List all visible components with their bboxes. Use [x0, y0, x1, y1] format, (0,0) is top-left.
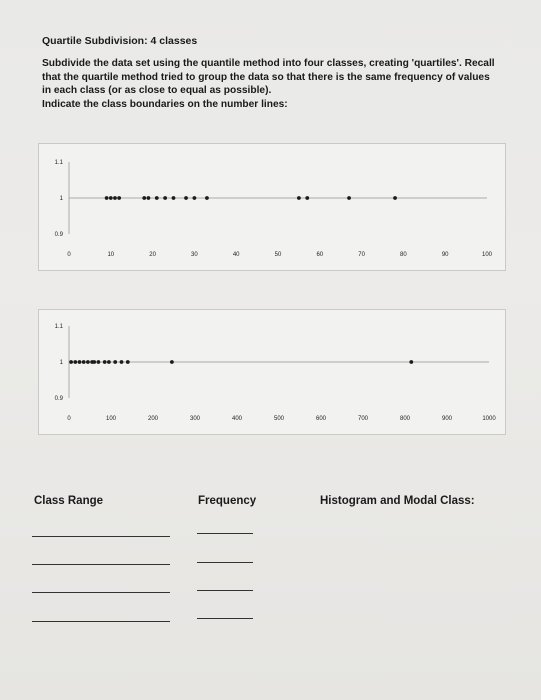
data-point	[73, 360, 77, 364]
x-tick-label: 0	[67, 416, 71, 422]
x-tick-label: 100	[105, 416, 117, 422]
data-point	[347, 196, 351, 200]
x-tick-label: 1000	[482, 416, 496, 422]
x-tick-label: 40	[232, 252, 240, 258]
data-point	[78, 360, 82, 364]
x-tick-label: 70	[358, 252, 365, 258]
data-point	[142, 196, 146, 200]
x-tick-label: 200	[147, 416, 159, 422]
frequency-heading: Frequency	[198, 495, 257, 507]
x-tick-label: 500	[273, 416, 285, 422]
x-tick-label: 0	[67, 252, 71, 258]
data-point	[393, 196, 397, 200]
x-tick-label: 90	[441, 252, 449, 258]
data-point	[97, 360, 101, 364]
data-point	[172, 196, 176, 200]
x-tick-label: 300	[189, 416, 201, 422]
number-line-plot-2	[38, 309, 506, 435]
instruction-line-2: that the quartile method tried to group the data so that there is the same frequency of values	[42, 71, 490, 83]
x-tick-label: 30	[191, 252, 198, 258]
data-point	[305, 196, 309, 200]
number-line-chart-1	[39, 144, 505, 270]
data-point	[113, 360, 117, 364]
data-point	[409, 360, 413, 364]
data-point	[163, 196, 167, 200]
data-point	[113, 196, 117, 200]
x-tick-label: 900	[441, 416, 453, 422]
x-tick-label: 100	[481, 252, 493, 258]
data-point	[147, 196, 151, 200]
class-range-blank-3[interactable]	[32, 592, 170, 593]
class-range-heading: Class Range	[34, 495, 104, 507]
data-point	[105, 196, 109, 200]
class-range-blank-1[interactable]	[32, 536, 170, 537]
instruction-line-4: Indicate the class boundaries on the number lines:	[42, 98, 288, 110]
instructions	[42, 57, 522, 111]
data-point	[117, 196, 121, 200]
data-point	[120, 360, 124, 364]
y-tick-label: 0.9	[54, 232, 63, 238]
data-point	[155, 196, 159, 200]
y-tick-label: 0.9	[54, 396, 63, 402]
instruction-line-3: in each class (or as close to equal as possible).	[42, 85, 272, 96]
data-point	[82, 360, 86, 364]
data-point	[170, 360, 174, 364]
number-line-plot-1	[38, 143, 506, 271]
x-tick-label: 400	[231, 416, 243, 422]
data-point	[205, 196, 209, 200]
data-point	[107, 360, 111, 364]
x-tick-label: 700	[357, 416, 369, 422]
x-tick-label: 60	[316, 252, 324, 258]
data-point	[184, 196, 188, 200]
class-range-blank-2[interactable]	[32, 564, 170, 565]
x-tick-label: 50	[274, 252, 282, 258]
data-point	[103, 360, 107, 364]
data-point	[69, 360, 73, 364]
frequency-blank-3[interactable]	[197, 590, 253, 591]
number-line-chart-2	[39, 310, 505, 434]
x-tick-label: 600	[315, 416, 327, 422]
y-tick-label: 1	[59, 360, 63, 366]
frequency-blank-4[interactable]	[197, 618, 253, 619]
data-point	[193, 196, 197, 200]
data-point	[126, 360, 130, 364]
frequency-blank-1[interactable]	[197, 533, 253, 534]
x-tick-label: 10	[107, 252, 115, 258]
class-range-blank-4[interactable]	[32, 621, 170, 622]
data-point	[297, 196, 301, 200]
y-tick-label: 1	[59, 196, 63, 202]
frequency-blank-2[interactable]	[197, 562, 253, 563]
x-tick-label: 20	[149, 252, 156, 258]
y-tick-label: 1.1	[54, 160, 63, 166]
data-point	[92, 360, 96, 364]
data-point	[86, 360, 90, 364]
x-tick-label: 80	[400, 252, 407, 258]
instruction-line-1: Subdivide the data set using the quantile method into four classes, creating 'quartiles'. Recall	[42, 58, 495, 69]
x-tick-label: 800	[399, 416, 411, 422]
histogram-heading: Histogram and Modal Class:	[320, 495, 475, 507]
worksheet-title: Quartile Subdivision: 4 classes	[42, 35, 198, 47]
y-tick-label: 1.1	[54, 324, 63, 330]
data-point	[109, 196, 113, 200]
